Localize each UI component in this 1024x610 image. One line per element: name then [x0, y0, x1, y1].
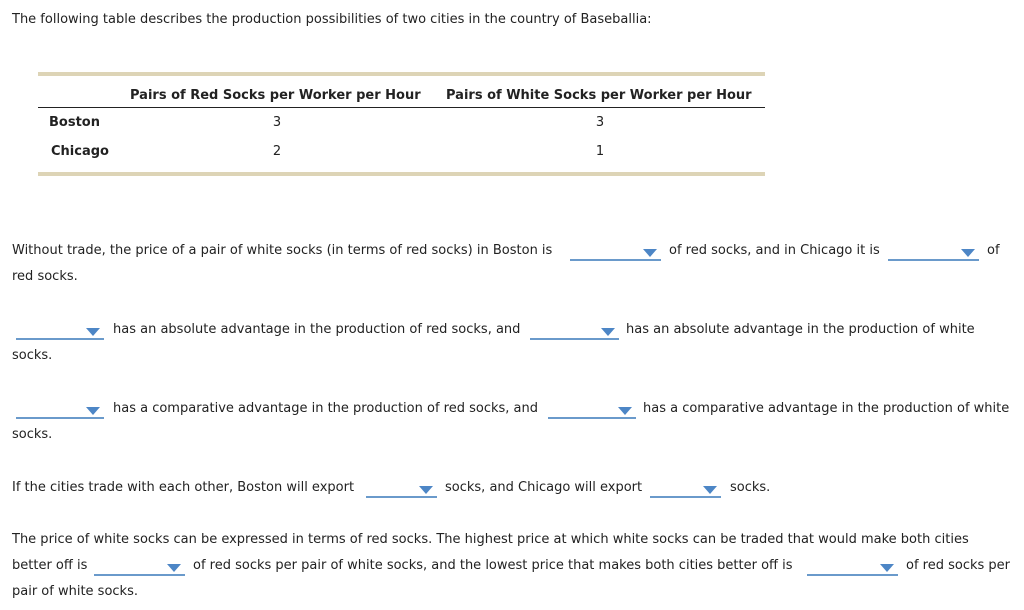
boston-export-dropdown[interactable]: [366, 480, 437, 498]
q2-text-2: has an absolute advantage in the production of white: [626, 322, 975, 337]
q5-text-1: The price of white socks can be expressed in terms of red socks. The highest price at which white socks can be traded that would make both cities: [12, 532, 969, 547]
chevron-down-icon: [419, 486, 433, 494]
chevron-down-icon: [643, 249, 657, 257]
q3-text-3: socks.: [12, 427, 53, 442]
chevron-down-icon: [880, 564, 894, 572]
chevron-down-icon: [961, 249, 975, 257]
q5-text-2: better off is: [12, 558, 88, 573]
header-red-socks: Pairs of Red Socks per Worker per Hour: [130, 88, 421, 103]
q3-text-1: has a comparative advantage in the production of red socks, and: [113, 401, 538, 416]
cell-chicago-white: 1: [595, 144, 605, 159]
chevron-down-icon: [86, 407, 100, 415]
row-label-chicago: Chicago: [51, 144, 109, 159]
q1-text-2: of red socks, and in Chicago it is: [669, 243, 880, 258]
q4-text-2: socks, and Chicago will export: [445, 480, 643, 495]
table-top-rule: [38, 72, 765, 76]
cell-boston-red: 3: [272, 115, 282, 130]
q2-text-3: socks.: [12, 348, 53, 363]
comparative-advantage-white-dropdown[interactable]: [548, 401, 636, 419]
q5-text-3: of red socks per pair of white socks, and the lowest price that makes both cities better off is: [193, 558, 793, 573]
q1-text-4: red socks.: [12, 269, 78, 284]
q1-text-1: Without trade, the price of a pair of white socks (in terms of red socks) in Boston is: [12, 243, 553, 258]
absolute-advantage-red-dropdown[interactable]: [16, 322, 104, 340]
row-label-boston: Boston: [49, 115, 100, 130]
q4-text-1: If the cities trade with each other, Boston will export: [12, 480, 355, 495]
chevron-down-icon: [703, 486, 717, 494]
chevron-down-icon: [618, 407, 632, 415]
boston-price-dropdown[interactable]: [570, 243, 661, 261]
header-white-socks: Pairs of White Socks per Worker per Hour: [446, 88, 752, 103]
lowest-price-dropdown[interactable]: [807, 558, 898, 576]
chevron-down-icon: [601, 328, 615, 336]
q1-text-3: of: [987, 243, 1000, 258]
intro-text: The following table describes the production possibilities of two cities in the country of Baseballia:: [12, 12, 652, 27]
cell-boston-white: 3: [595, 115, 605, 130]
chevron-down-icon: [86, 328, 100, 336]
header-rule: [38, 107, 765, 108]
table-bottom-rule: [38, 172, 765, 176]
cell-chicago-red: 2: [272, 144, 282, 159]
q5-text-5: pair of white socks.: [12, 584, 138, 599]
chicago-price-dropdown[interactable]: [888, 243, 979, 261]
q3-text-2: has a comparative advantage in the production of white: [643, 401, 1010, 416]
comparative-advantage-red-dropdown[interactable]: [16, 401, 104, 419]
q4-text-3: socks.: [730, 480, 771, 495]
absolute-advantage-white-dropdown[interactable]: [530, 322, 619, 340]
highest-price-dropdown[interactable]: [94, 558, 185, 576]
chicago-export-dropdown[interactable]: [650, 480, 721, 498]
q5-text-4: of red socks per: [906, 558, 1011, 573]
chevron-down-icon: [167, 564, 181, 572]
q2-text-1: has an absolute advantage in the production of red socks, and: [113, 322, 521, 337]
